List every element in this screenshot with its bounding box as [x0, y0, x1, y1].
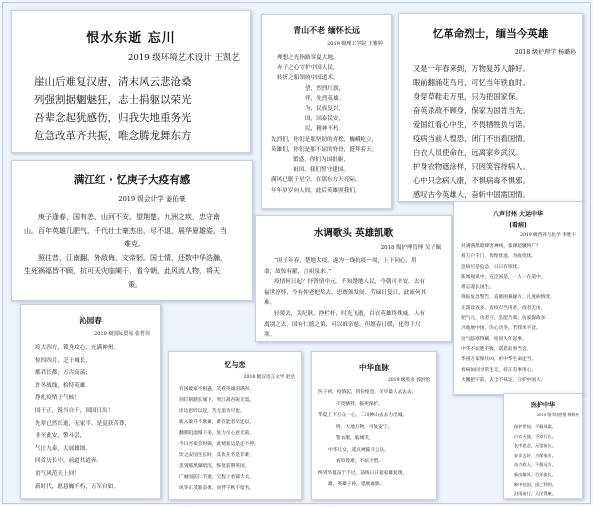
poem-line: 看似曾难，不屈不惜。: [336, 459, 383, 464]
poem-author: 2018 级汉语言文学 赵浩: [243, 375, 295, 380]
poem-author: 2019 级市场营销 韩林亦: [536, 412, 579, 417]
poem-card-8: [168, 351, 302, 500]
poem-line: 华夏上下万众一心，二川神山去去力出城。: [318, 413, 408, 418]
poem-line: 山。百年英雄几肥气，千代壮士豪杰出，尽不退，展华夏雄姿，当: [24, 226, 227, 235]
poem-title: 水调歌头 英雄凯歌: [313, 228, 394, 239]
poem-card-3: [398, 13, 583, 202]
poem-card-7: [20, 304, 161, 499]
poem-line: 有国破家不相遇，笑看英雄泪满衫。: [179, 387, 255, 392]
poem-line: 这气临寒得刷，度同失年起事。: [461, 336, 527, 342]
poem-line: 感叹古今英雄人，奋斩中国需国情。: [413, 190, 530, 199]
poem-line: 民，精神不朽。: [305, 126, 345, 133]
poem-line: 都君长都，万古高荡；: [35, 370, 91, 377]
poem-line: 忽到那黑湖暗沉，恢复前期英国，: [179, 464, 250, 469]
poem-line: 危急改革齐共振，唯念腾龙舞东方: [34, 130, 192, 142]
poem-line: 语气风范天上回！: [35, 470, 80, 477]
poem-line: 新入梁升不欺兼，难在能者尽还以，: [179, 420, 255, 425]
poem-author: 2018 级护理学 杨璐孙: [514, 49, 576, 56]
poem-author: 2019 级英语 郭洪怡: [387, 378, 430, 383]
poem-line: 非至此安，警斗尝，: [35, 433, 86, 440]
poem-line: 终，大地万物，可复安宁。: [336, 424, 393, 430]
poem-line: 泪雨前行，人民得康。: [514, 491, 556, 497]
poem-title: 青山不老 缅怀长远: [293, 26, 360, 35]
poem-line: 大鹏把宇前，去尘不抹定，守护中国人。: [461, 377, 546, 383]
poem-line: 气让九泰，大展雄图，: [35, 445, 91, 452]
poem-line: 眼前翻涌花鸟月，可忆当年铁血时。: [413, 78, 530, 87]
poem-card-9: [311, 351, 437, 500]
poem-subtitle: (看病): [509, 222, 527, 229]
poem-line: 理想之光指路穿夏大地，: [277, 55, 339, 61]
poem-line: 策。: [128, 280, 142, 289]
poem-title: 恨水东逝 忘川: [86, 31, 176, 46]
poem-line: 新出雄风，百年流长。: [514, 471, 556, 477]
poem-line: 断中挂国，国之利剑。: [514, 481, 556, 487]
poem-line: 兴地展中国，决心功冬，若我凤不比。: [461, 326, 541, 332]
poem-line: 照往昔，江南翻，外敌侮，文帝躬。国士情，还数中华浩瀚，: [38, 253, 227, 262]
poem-title: 忆革命烈士，缅当今英雄: [432, 28, 549, 40]
poem-line: 为，民族复兴，: [305, 106, 345, 113]
poem-line: 寒。: [264, 332, 276, 339]
poem-line: 先辈已然长逝，无家半，是觉获苦尊，: [35, 420, 131, 427]
poem-title: 忆与恋: [224, 361, 246, 369]
poem-line: 疫大四方，锁身攻心，充满神州。: [35, 345, 119, 351]
poem-line: 风华正茂谁奋勇，同伴千秋不留名。: [179, 486, 255, 491]
poem-line: 庚子逢春，国有恙，山河不安。望荆楚、九洲之疾，忠守南: [38, 213, 220, 221]
poem-card-2: [261, 14, 392, 209]
poem-line: 国干正，锐当自千，围国日出！: [35, 407, 114, 414]
poem-line: 饮之安国生长时，其仇在名是非难，: [179, 453, 255, 458]
poem-title: 满江红 · 忆庚子大疫有感: [73, 174, 191, 186]
poem-title: 中华血脉: [359, 363, 389, 372]
poem-line: 离别之去，国有仁德之策，可以谁亲慈，但愿春日暖，化得千尺: [264, 321, 421, 328]
poem-title: 医护中华: [530, 402, 555, 409]
poem-line: 终到华夏奋于不过，前线日日爱家雄复现，: [318, 470, 408, 476]
poem-card-5: [255, 215, 452, 342]
poem-line: 福世淳怀，今有仲老把奖去，思贾领发间。劳碌日复日，此流何其: [264, 289, 427, 296]
poem-author: 2019 级营养与化学 李胜宇: [520, 233, 576, 238]
poem-line: 正泼诊查多，直疫有当用甚，疫者无由，: [461, 305, 546, 311]
poem-line: 中华儿女，遥点神鼓斗公认。: [328, 447, 389, 453]
poem-line: 急病尽是危急，日日有惊忧。: [461, 264, 522, 270]
poem-line: 难。: [264, 300, 276, 307]
poem-line: 满风已眠于星空，在那东方天亮际，: [271, 177, 361, 184]
poem-line: 吾辈念起犹感伤，归我失地重务光: [34, 112, 192, 124]
poem-line: 长中思念，无望前长。: [514, 443, 556, 449]
poem-line: 先烈们，你们是那坚韧的青松，巍峨屹立，: [271, 136, 378, 143]
poem-line: 生死祸福皆不顾，抗可天灾临阑干，看今朝，此风流人物，将天: [24, 267, 220, 275]
poem-line: 赤子之心守护中国人民。: [277, 65, 339, 72]
poem-line: “庚子年春，楚地大疫。遂为一线抗疫一周，上下同心，用: [274, 258, 417, 264]
poem-line: 回首历长中，前道共道奔。: [35, 458, 103, 465]
poem-line: 命，故惊有献，言祖泉来。”: [264, 268, 332, 275]
poem-line: 国，国泰民安，: [305, 116, 345, 123]
poem-line: 中华不屈胜不败，诺恩前事当会，: [461, 346, 532, 352]
poem-line: 新闻视讯中，宣泛国是，一人一在道中，: [461, 274, 546, 280]
poem-line: 惊四四月，乏于城长，: [35, 357, 91, 364]
poem-line: 华国万家保住凶，祈中华生命还当。: [461, 357, 537, 363]
poem-line: 列强割据魍魅狂，志士捐躯以荣光: [34, 94, 192, 106]
poem-line: 年年岁岁向人间，此后英雄照我们。: [271, 187, 361, 194]
poem-author: 2019 级国际贸易 张哲伟: [94, 331, 150, 337]
poem-author: 2019 级环境艺术设计 王凯艺: [127, 53, 240, 63]
poem-line: 轻蔑去，关纪耿，挣栏杆，时光飞逝，白衣英雄终殊威。人有: [274, 310, 426, 317]
poem-line: 又是一年春来到，万物复苏人静好。: [413, 64, 530, 73]
poem-author: 2018 级护理管理 吴子佩: [380, 245, 441, 251]
poem-line: 看病如同寻常生无，持正有事用心。: [461, 367, 537, 373]
poem-line: 伴，先烈英雄。: [305, 95, 345, 102]
poem-line: 今日吾辈会时频，此情复运是还不停。: [179, 442, 259, 447]
poem-line: 转折之船领统中国道术，: [277, 75, 339, 82]
poem-title: 沁园春: [79, 316, 102, 325]
poem-line: 英雄们，你们是那不屈的脊骨，挺拜着天。: [271, 146, 378, 153]
poem-line: 疫病当前人惶恐，闭门不出看国情。: [413, 134, 530, 143]
poem-line: 心中只念病人康，不惧病毒不惧邪。: [413, 176, 530, 185]
poem-line: 锋报危急警告，直被困兼疑方。几度病情变，: [461, 295, 555, 301]
poem-line: 白衣人员使命在，远离家乡武汉。: [413, 148, 523, 157]
poem-line: 身穿草鞋走万里，只为把国家保。: [413, 92, 523, 101]
poem-line: 白衣天使，不辱行长。: [514, 433, 556, 439]
poem-card-4: [11, 160, 253, 301]
poem-line: 新时代，愿恳巍不朽，万军自如。: [35, 483, 119, 490]
poem-line: 繁盛，你们为国捐躯，: [293, 157, 349, 164]
poem-line: 剑钉朝踏长城下，突江战吞锐无需。: [179, 398, 255, 403]
poem-card-1: [11, 10, 251, 153]
poem-line: 看万户千门，惊惶忧虑，为疫忧忧。: [461, 254, 537, 260]
poem-line: 雄，英雄子孙，延展血脉。: [328, 482, 385, 487]
poem-line: 难克。: [124, 240, 145, 248]
poem-line: 挣扎疫情于气候！: [35, 395, 80, 402]
poem-line: 广丽国防仁节迷，宝程上看铺大关，: [179, 475, 255, 480]
poem-line: 望，烈烈红旗，: [305, 85, 345, 92]
poem-line: 疫情何日起？抒肾情中元。不知楚地人民，今朝可辛安。去有: [274, 279, 426, 286]
poem-title: 八声甘州 大运中华: [492, 211, 544, 218]
poem-line: 爱国红看心中生，不畏牺牲负与诺。: [413, 120, 530, 129]
poem-line: 对满满黑暗肆害神州，张肆超疆何广？: [461, 244, 541, 249]
poem-author: 2019 级会计学 姜佑豪: [118, 195, 186, 203]
poem-line: 许冬战线，检特英雄。: [35, 382, 91, 389]
poem-line: 护身衣物遮涂样，只因笑容待病人。: [413, 162, 530, 171]
poem-line: 奋力救人，不惧远方。: [514, 462, 556, 468]
poem-line: 警衣服，临城笑，: [336, 436, 374, 441]
poem-line: 安详去好，为保家乡。: [514, 452, 556, 458]
poem-line: 岸边思吟以起，苦尤追为尽也。: [179, 409, 245, 414]
poem-line: 翻那阻湿城下来，复力尽心意无前。: [179, 431, 255, 436]
poem-author: 2019 级理工学院 王雅婷: [327, 41, 383, 47]
poem-line: 祖国，我们誓守建国。: [293, 167, 349, 174]
poem-line: 医子初，疫情起，四份惶恐，羊亭最人去去去。: [318, 390, 417, 395]
poem-card-6: [453, 201, 583, 395]
poem-line: 难忘漫长国生。: [461, 285, 494, 291]
poem-line: 把气元，功者守，弘能乃策，仿家保政多: [461, 316, 546, 322]
poem-line: 奋英杀敌不顾身，保家为国肯当先。: [413, 106, 530, 115]
poem-line: 崖山后难复汉唐，清末风云悲沧桑: [34, 76, 192, 88]
poem-card-10: [503, 393, 583, 499]
poem-line: 保护世间，不顾风霜。: [514, 424, 556, 429]
poem-line: 不畏牺牲，临死保护，: [336, 401, 383, 407]
